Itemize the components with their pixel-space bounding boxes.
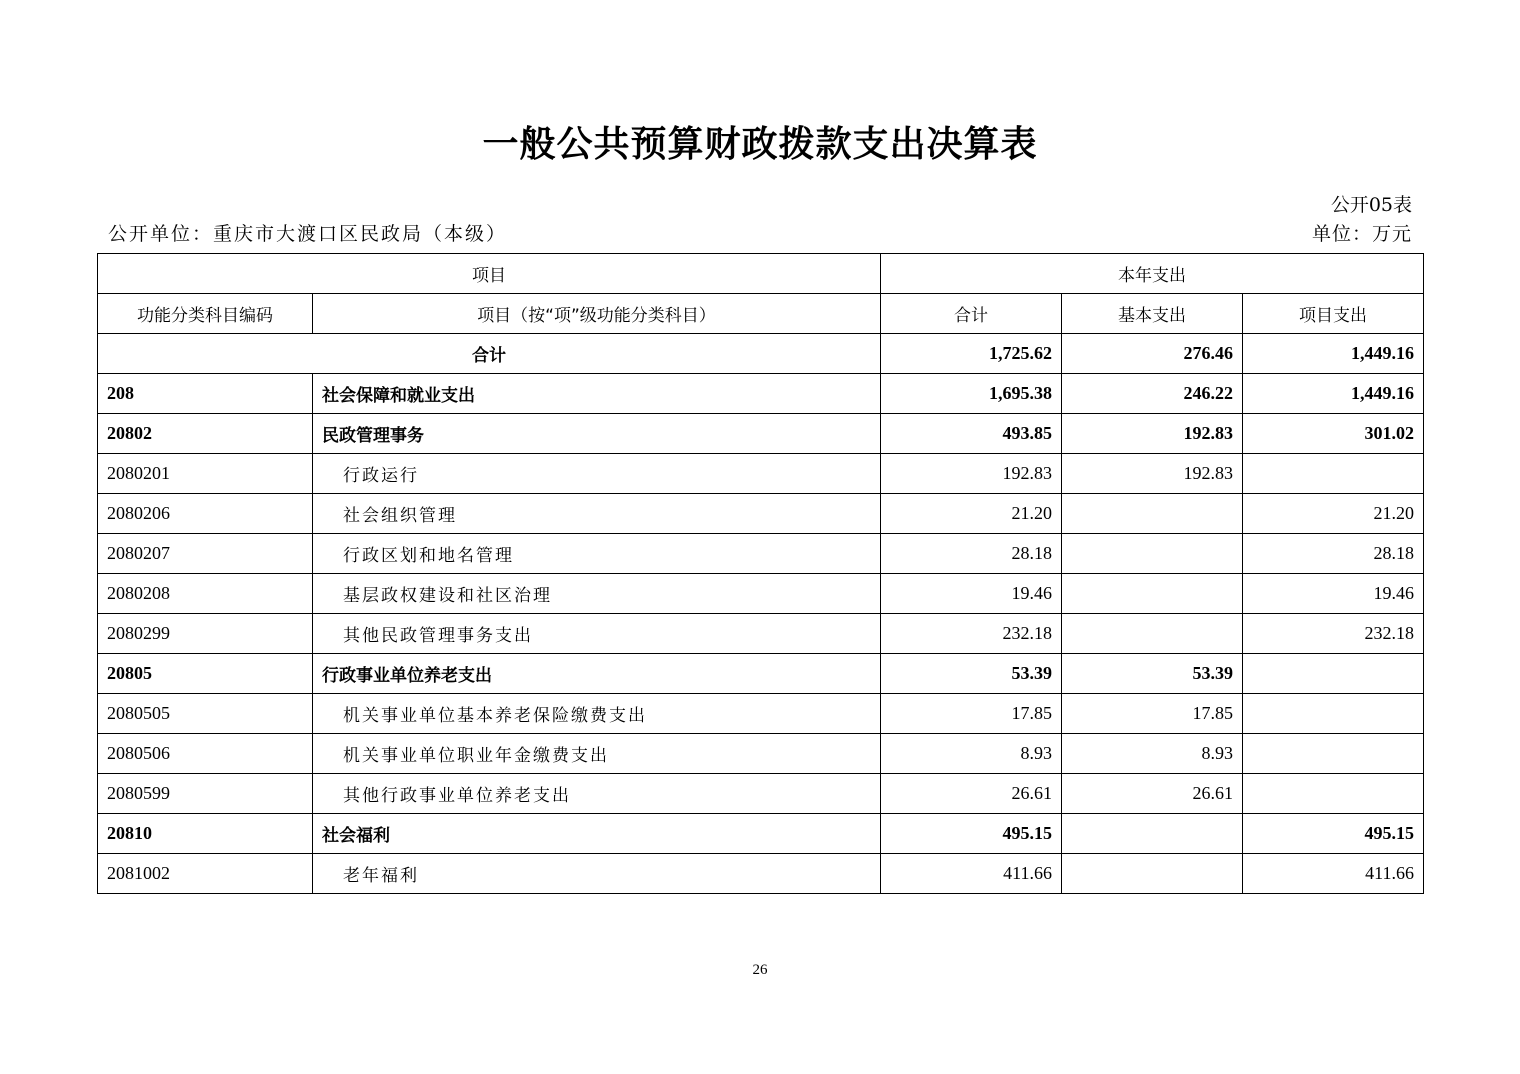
row-total: 19.46 — [881, 574, 1062, 614]
table-body — [98, 254, 1424, 894]
row-project-expenditure: 19.46 — [1243, 574, 1424, 614]
row-code: 20802 — [98, 414, 313, 454]
total-label: 合计 — [98, 334, 881, 374]
row-project-expenditure: 28.18 — [1243, 534, 1424, 574]
row-total: 493.85 — [881, 414, 1062, 454]
row-basic — [1062, 574, 1243, 614]
row-name: 行政运行 — [313, 454, 881, 494]
row-basic — [1062, 614, 1243, 654]
row-basic: 17.85 — [1062, 694, 1243, 734]
header-current-year: 本年支出 — [881, 254, 1424, 294]
table-row — [98, 534, 1424, 574]
row-project-expenditure: 411.66 — [1243, 854, 1424, 894]
header-code: 功能分类科目编码 — [98, 294, 313, 334]
header-row-2 — [98, 294, 1424, 334]
table-row — [98, 694, 1424, 734]
total-project-expenditure: 1,449.16 — [1243, 334, 1424, 374]
row-project-expenditure: 301.02 — [1243, 414, 1424, 454]
row-total: 26.61 — [881, 774, 1062, 814]
table-row — [98, 374, 1424, 414]
page-title: 一般公共预算财政拨款支出决算表 — [482, 124, 1038, 165]
currency-unit: 单位：万元 — [1311, 223, 1412, 245]
row-code: 2080206 — [98, 494, 313, 534]
row-project-expenditure: 495.15 — [1243, 814, 1424, 854]
total-amount: 1,725.62 — [881, 334, 1062, 374]
header-project-expenditure: 项目支出 — [1243, 294, 1424, 334]
row-name: 行政区划和地名管理 — [313, 534, 881, 574]
header-total: 合计 — [881, 294, 1062, 334]
row-total: 21.20 — [881, 494, 1062, 534]
row-code: 2080201 — [98, 454, 313, 494]
total-basic: 276.46 — [1062, 334, 1243, 374]
row-total: 8.93 — [881, 734, 1062, 774]
row-total: 53.39 — [881, 654, 1062, 694]
table-row — [98, 494, 1424, 534]
row-basic — [1062, 854, 1243, 894]
row-code: 2080208 — [98, 574, 313, 614]
row-name: 行政事业单位养老支出 — [313, 654, 881, 694]
row-name: 社会保障和就业支出 — [313, 374, 881, 414]
page-number: 26 — [752, 962, 768, 978]
row-code: 20810 — [98, 814, 313, 854]
row-project-expenditure: 21.20 — [1243, 494, 1424, 534]
row-name: 民政管理事务 — [313, 414, 881, 454]
row-basic: 26.61 — [1062, 774, 1243, 814]
row-code: 2080506 — [98, 734, 313, 774]
row-name: 其他民政管理事务支出 — [313, 614, 881, 654]
row-total: 232.18 — [881, 614, 1062, 654]
row-basic: 8.93 — [1062, 734, 1243, 774]
row-basic: 192.83 — [1062, 454, 1243, 494]
row-basic — [1062, 494, 1243, 534]
row-basic: 192.83 — [1062, 414, 1243, 454]
header-row-1 — [98, 254, 1424, 294]
row-name: 机关事业单位基本养老保险缴费支出 — [313, 694, 881, 734]
table-row — [98, 614, 1424, 654]
row-total: 192.83 — [881, 454, 1062, 494]
row-code: 208 — [98, 374, 313, 414]
row-name: 基层政权建设和社区治理 — [313, 574, 881, 614]
header-basic: 基本支出 — [1062, 294, 1243, 334]
row-code: 2080599 — [98, 774, 313, 814]
row-basic — [1062, 814, 1243, 854]
row-code: 20805 — [98, 654, 313, 694]
row-total: 28.18 — [881, 534, 1062, 574]
table-row — [98, 574, 1424, 614]
row-code: 2080207 — [98, 534, 313, 574]
table-row — [98, 734, 1424, 774]
table-row — [98, 814, 1424, 854]
row-basic — [1062, 534, 1243, 574]
reporting-unit: 公开单位：重庆市大渡口区民政局（本级） — [108, 223, 508, 245]
row-code: 2080299 — [98, 614, 313, 654]
row-project-expenditure — [1243, 654, 1424, 694]
table-row — [98, 654, 1424, 694]
row-project-expenditure — [1243, 734, 1424, 774]
row-name: 其他行政事业单位养老支出 — [313, 774, 881, 814]
header-item: 项目（按“项”级功能分类科目） — [313, 294, 881, 334]
row-project-expenditure — [1243, 694, 1424, 734]
row-name: 社会组织管理 — [313, 494, 881, 534]
row-project-expenditure — [1243, 454, 1424, 494]
row-name: 老年福利 — [313, 854, 881, 894]
row-total: 1,695.38 — [881, 374, 1062, 414]
row-total: 495.15 — [881, 814, 1062, 854]
row-total: 411.66 — [881, 854, 1062, 894]
total-row — [98, 334, 1424, 374]
table-row — [98, 854, 1424, 894]
row-total: 17.85 — [881, 694, 1062, 734]
table-row — [98, 414, 1424, 454]
header-project: 项目 — [98, 254, 881, 294]
expenditure-table — [97, 253, 1424, 894]
row-basic: 53.39 — [1062, 654, 1243, 694]
row-code: 2081002 — [98, 854, 313, 894]
form-number: 公开05表 — [1330, 194, 1412, 216]
row-basic: 246.22 — [1062, 374, 1243, 414]
row-name: 社会福利 — [313, 814, 881, 854]
table-row — [98, 774, 1424, 814]
row-project-expenditure: 232.18 — [1243, 614, 1424, 654]
row-code: 2080505 — [98, 694, 313, 734]
table-row — [98, 454, 1424, 494]
row-project-expenditure — [1243, 774, 1424, 814]
row-name: 机关事业单位职业年金缴费支出 — [313, 734, 881, 774]
row-project-expenditure: 1,449.16 — [1243, 374, 1424, 414]
